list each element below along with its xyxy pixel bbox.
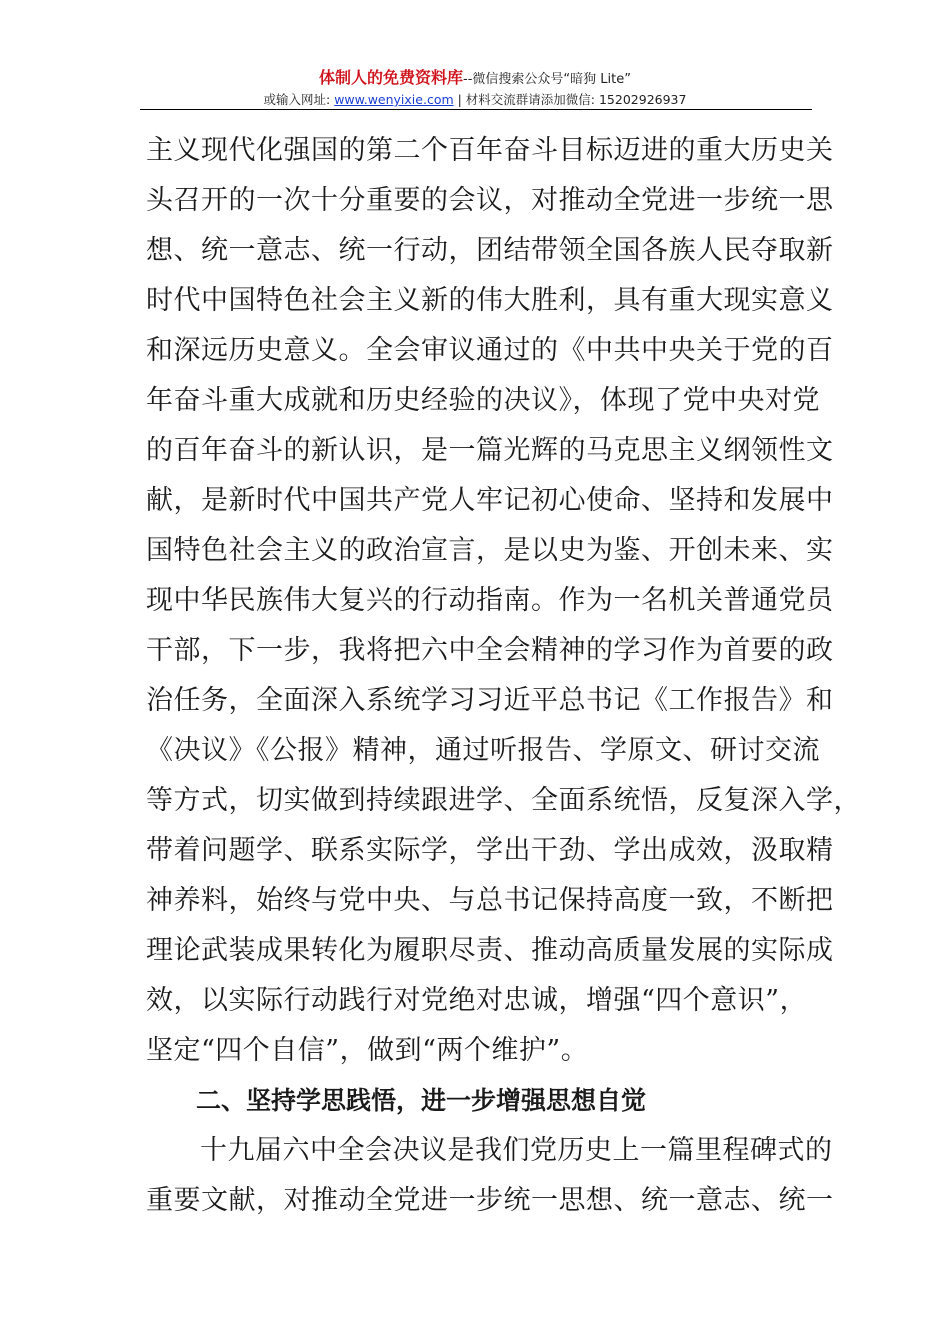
header-contact-line: [140, 90, 810, 110]
header-note: --微信搜索公众号“暗狗 Lite”: [463, 72, 631, 87]
body-line: 和深远历史意义。全会审议通过的《中共中央关于党的百: [146, 335, 834, 366]
body-line: 坚定“四个自信”，做到“两个维护”。: [146, 1035, 589, 1066]
body-line: 想、统一意志、统一行动，团结带领全国各族人民夺取新: [146, 235, 834, 266]
body-line: 带着问题学、联系实际学，学出干劲、学出成效，汲取精: [146, 835, 834, 866]
header-brand: 体制人的免费资料库: [319, 68, 464, 87]
body-line: 重要文献，对推动全党进一步统一思想、统一意志、统一: [146, 1185, 834, 1216]
header-title-line: [140, 68, 810, 90]
body-line: 年奋斗重大成就和历史经验的决议》，体现了党中央对党: [146, 385, 820, 416]
header-url-prefix: 或输入网址:: [263, 92, 335, 107]
body-line: 头召开的一次十分重要的会议，对推动全党进一步统一思: [146, 185, 834, 216]
body-line: 干部，下一步，我将把六中全会精神的学习作为首要的政: [146, 635, 834, 666]
body-line: 神养料，始终与党中央、与总书记保持高度一致，不断把: [146, 885, 834, 916]
header-contact: | 材料交流群请添加微信: 15202926937: [453, 92, 687, 107]
body-line: 理论武装成果转化为履职尽责、推动高质量发展的实际成: [146, 935, 834, 966]
body-line: 的百年奋斗的新认识，是一篇光辉的马克思主义纲领性文: [146, 435, 834, 466]
body-line: 等方式，切实做到持续跟进学、全面系统悟，反复深入学，: [146, 785, 861, 816]
header-url-link[interactable]: www.wenyixie.com: [334, 92, 454, 107]
body-line: 现中华民族伟大复兴的行动指南。作为一名机关普通党员: [146, 585, 834, 616]
header-divider: [140, 109, 812, 110]
body-line: 国特色社会主义的政治宣言，是以史为鉴、开创未来、实: [146, 535, 834, 566]
body-line: 效，以实际行动践行对党绝对忠诚，增强“四个意识”，: [146, 985, 808, 1016]
body-line: 献，是新时代中国共产党人牢记初心使命、坚持和发展中: [146, 485, 834, 516]
body-line: 时代中国特色社会主义新的伟大胜利，具有重大现实意义: [146, 285, 834, 316]
body-line: 《决议》《公报》精神，通过听报告、学原文、研讨交流: [146, 735, 820, 766]
document-body: [146, 126, 861, 1226]
page-header: [140, 68, 810, 110]
body-line: 治任务，全面深入系统学习习近平总书记《工作报告》和: [146, 685, 834, 716]
body-line: 十九届六中全会决议是我们党历史上一篇里程碑式的: [200, 1135, 833, 1166]
section-heading: 二、坚持学思践悟，进一步增强思想自觉: [196, 1086, 647, 1115]
body-line: 主义现代化强国的第二个百年奋斗目标迈进的重大历史关: [146, 135, 834, 166]
